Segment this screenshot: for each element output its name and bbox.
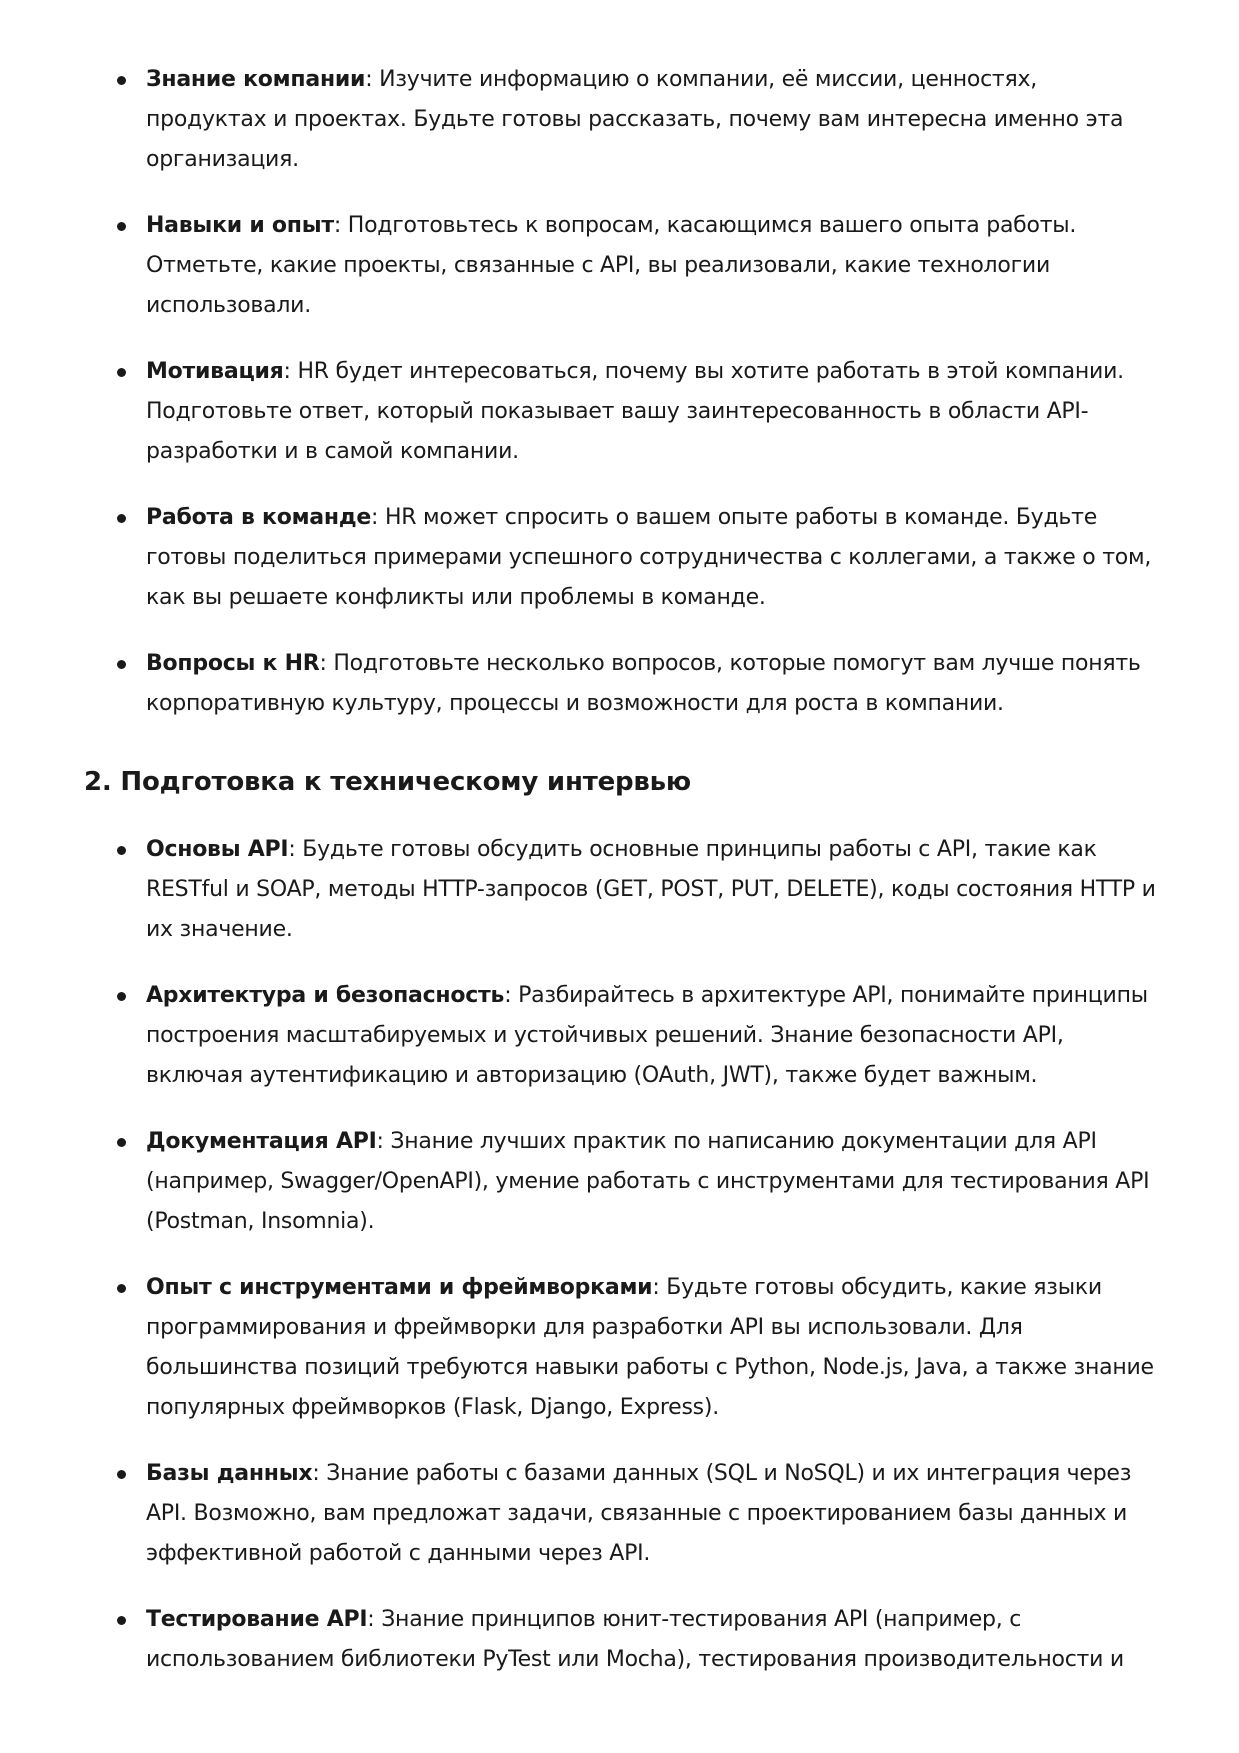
list-item [84, 206, 1159, 326]
bullet-icon [117, 660, 126, 669]
item-term: Знание компании [146, 67, 366, 92]
list-item [84, 976, 1159, 1096]
item-text: : Знание лучших практик по написанию документации для API (например, Swagger/OpenAPI), умение работать с инструментами для тестирования API (Postman, Insomnia). [146, 1129, 1150, 1234]
bullet-icon [117, 992, 126, 1001]
item-term: Опыт с инструментами и фреймворками [146, 1275, 653, 1300]
item-term: Основы API [146, 837, 289, 862]
bullet-icon [117, 222, 126, 231]
item-text: : Будьте готовы обсудить основные принципы работы с API, такие как RESTful и SOAP, методы HTTP-запросов (GET, POST, PUT, DELETE), коды состояния HTTP и их значение. [146, 837, 1156, 942]
list-item [84, 498, 1159, 618]
bullet-icon [117, 1470, 126, 1479]
list-item [84, 1454, 1159, 1574]
item-term: Базы данных [146, 1461, 313, 1486]
bullet-icon [117, 514, 126, 523]
section-heading: 2. Подготовка к техническому интервью [84, 767, 691, 797]
list-item [84, 644, 1159, 724]
list-item [84, 1122, 1159, 1242]
item-text: : HR может спросить о вашем опыте работы в команде. Будьте готовы поделиться примерами успешного сотрудничества с коллегами, а также о том, как вы решаете конфликты или проблемы в команде. [146, 505, 1152, 610]
list-item [84, 60, 1159, 180]
item-text: : Знание принципов юнит-тестирования API (например, с использованием библиотеки PyTest или Mocha), тестирования производительности и [146, 1607, 1124, 1672]
list-item [84, 1268, 1159, 1428]
item-text: : Будьте готовы обсудить, какие языки программирования и фреймворки для разработки API вы использовали. Для большинства позиций требуются навыки работы с Python, Node.js, Java, а также знание популярных фреймворков (Flask, Django, Express). [146, 1275, 1154, 1420]
item-text: : Разбирайтесь в архитектуре API, понимайте принципы построения масштабируемых и устойчивых решений. Знание безопасности API, включая аутентификацию и авторизацию (OAuth, JWT), также будет важным. [146, 983, 1148, 1088]
item-term: Навыки и опыт [146, 213, 334, 238]
list-item [84, 352, 1159, 472]
hr-prep-list [84, 60, 1159, 724]
list-item [84, 1600, 1159, 1680]
item-term: Работа в команде [146, 505, 372, 530]
bullet-icon [117, 1138, 126, 1147]
bullet-icon [117, 76, 126, 85]
list-item [84, 830, 1159, 950]
item-text: : Подготовьте несколько вопросов, которые помогут вам лучше понять корпоративную культуру, процессы и возможности для роста в компании. [146, 651, 1141, 716]
bullet-icon [117, 846, 126, 855]
item-term: Документация API [146, 1129, 377, 1154]
tech-prep-list [84, 830, 1159, 1680]
bullet-icon [117, 1284, 126, 1293]
item-term: Тестирование API [146, 1607, 368, 1632]
bullet-icon [117, 1616, 126, 1625]
item-term: Мотивация [146, 359, 284, 384]
item-text: : Знание работы с базами данных (SQL и NoSQL) и их интеграция через API. Возможно, вам предложат задачи, связанные с проектированием базы данных и эффективной работой с данными через API. [146, 1461, 1132, 1566]
item-text: : Изучите информацию о компании, её миссии, ценностях, продуктах и проектах. Будьте готовы рассказать, почему вам интересна именно эта организация. [146, 67, 1124, 172]
item-text: : HR будет интересоваться, почему вы хотите работать в этой компании. Подготовьте ответ, который показывает вашу заинтересованность в области API-разработки и в самой компании. [146, 359, 1124, 464]
item-term: Архитектура и безопасность [146, 983, 505, 1008]
item-term: Вопросы к HR [146, 651, 320, 676]
bullet-icon [117, 368, 126, 377]
item-text: : Подготовьтесь к вопросам, касающимся вашего опыта работы. Отметьте, какие проекты, связанные с API, вы реализовали, какие технологии использовали. [146, 213, 1077, 318]
